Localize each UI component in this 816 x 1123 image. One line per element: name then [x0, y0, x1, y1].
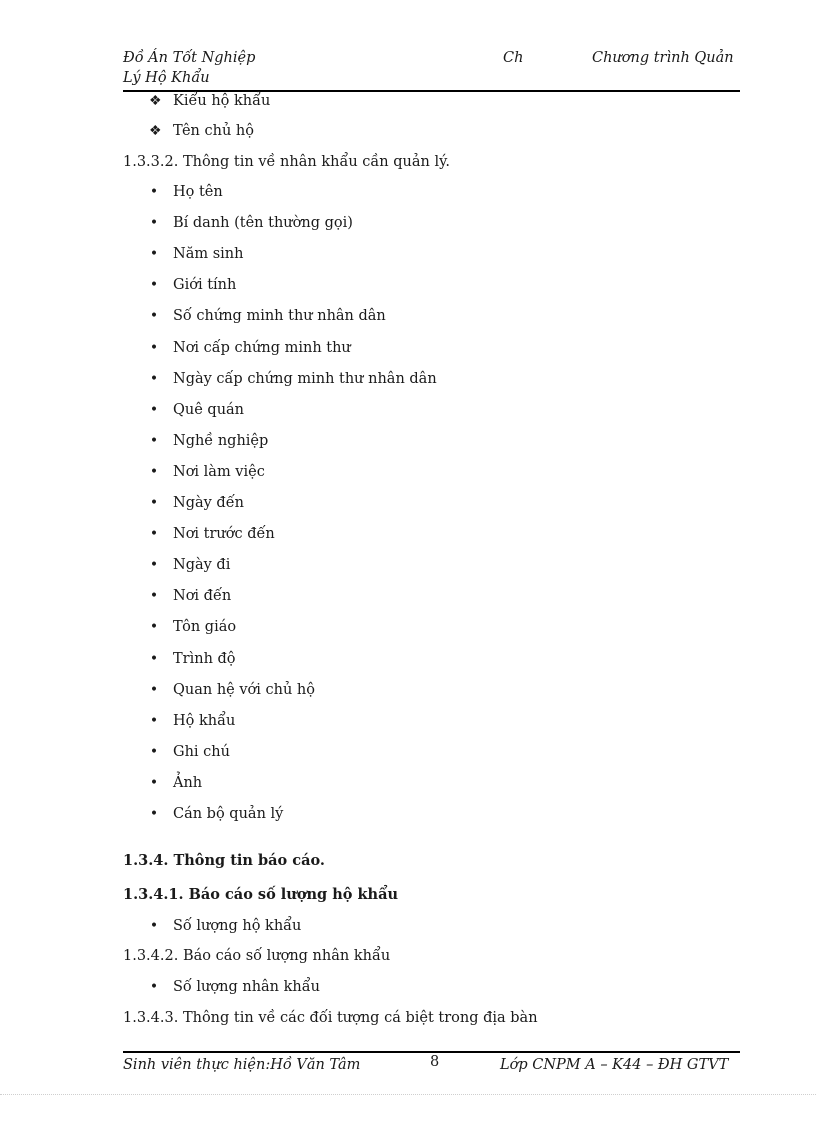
bullet-icon: • [149, 619, 159, 635]
bullet-icon: • [149, 918, 159, 934]
bullet-icon: • [149, 744, 159, 760]
footer-class: Lớp CNPM A – K44 – ĐH GTVT [500, 1057, 729, 1073]
bullet-icon: • [149, 402, 159, 418]
diamond-bullet-icon: ❖ [149, 93, 162, 109]
bullet-icon: • [149, 340, 159, 356]
section-heading-1-3-4-2: 1.3.4.2. Báo cáo số lượng nhân khẩu [123, 948, 391, 964]
bullet-icon: • [149, 495, 159, 511]
list-item-text: Quê quán [173, 402, 245, 418]
bullet-icon: • [149, 184, 159, 200]
list-item-text: Ngày đến [173, 495, 244, 511]
bullet-icon: • [149, 433, 159, 449]
list-item-text: Nơi trước đến [173, 526, 275, 542]
list-item-text: Năm sinh [173, 246, 244, 262]
list-item-text: Họ tên [173, 184, 223, 200]
bullet-icon: • [149, 806, 159, 822]
bullet-icon: • [149, 526, 159, 542]
section-heading-1-3-4: 1.3.4. Thông tin báo cáo. [123, 852, 325, 869]
page-edge-divider [0, 1094, 816, 1095]
page-number: 8 [430, 1054, 440, 1070]
section-heading-1-3-4-3: 1.3.4.3. Thông tin về các đối tượng cá biệt trong địa bàn [123, 1010, 538, 1026]
list-item-text: Kiểu hộ khẩu [173, 93, 271, 109]
bullet-icon: • [149, 588, 159, 604]
section-heading-1-3-4-1: 1.3.4.1. Báo cáo số lượng hộ khẩu [123, 886, 399, 903]
list-item-text: Nơi cấp chứng minh thư [173, 340, 351, 356]
bullet-icon: • [149, 651, 159, 667]
list-item-text: Tôn giáo [173, 619, 237, 635]
list-item-text: Ngày đi [173, 557, 231, 573]
bullet-icon: • [149, 215, 159, 231]
list-item-text: Trình độ [173, 651, 236, 667]
header-title: Đồ Án Tốt Nghiệp [123, 50, 256, 66]
list-item-text: Cán bộ quản lý [173, 806, 284, 822]
bullet-icon: • [149, 246, 159, 262]
header-chapter: Ch [503, 50, 524, 66]
footer-author: Sinh viên thực hiện:Hồ Văn Tâm [123, 1057, 361, 1073]
bullet-icon: • [149, 557, 159, 573]
list-item-text: Số lượng hộ khẩu [173, 918, 302, 934]
bullet-icon: • [149, 371, 159, 387]
bullet-icon: • [149, 979, 159, 995]
header-title-continued: Lý Hộ Khẩu [123, 70, 210, 86]
bullet-icon: • [149, 308, 159, 324]
list-item-text: Nơi đến [173, 588, 232, 604]
bullet-icon: • [149, 464, 159, 480]
list-item-text: Hộ khẩu [173, 713, 236, 729]
list-item-text: Ngày cấp chứng minh thư nhân dân [173, 371, 437, 387]
bullet-icon: • [149, 277, 159, 293]
list-item-text: Số chứng minh thư nhân dân [173, 308, 386, 324]
list-item-text: Nơi làm việc [173, 464, 265, 480]
list-item-text: Quan hệ với chủ hộ [173, 682, 315, 698]
bullet-icon: • [149, 775, 159, 791]
list-item-text: Giới tính [173, 277, 237, 293]
bullet-icon: • [149, 713, 159, 729]
header-project: Chương trình Quản [592, 50, 734, 66]
list-item-text: Ghi chú [173, 744, 230, 760]
section-heading-1-3-3-2: 1.3.3.2. Thông tin về nhân khẩu cần quản lý. [123, 154, 450, 170]
list-item-text: Tên chủ hộ [173, 123, 254, 139]
bullet-icon: • [149, 682, 159, 698]
list-item-text: Ảnh [173, 775, 203, 791]
list-item-text: Bí danh (tên thường gọi) [173, 215, 353, 231]
list-item-text: Số lượng nhân khẩu [173, 979, 320, 995]
diamond-bullet-icon: ❖ [149, 123, 162, 139]
list-item-text: Nghề nghiệp [173, 433, 269, 449]
